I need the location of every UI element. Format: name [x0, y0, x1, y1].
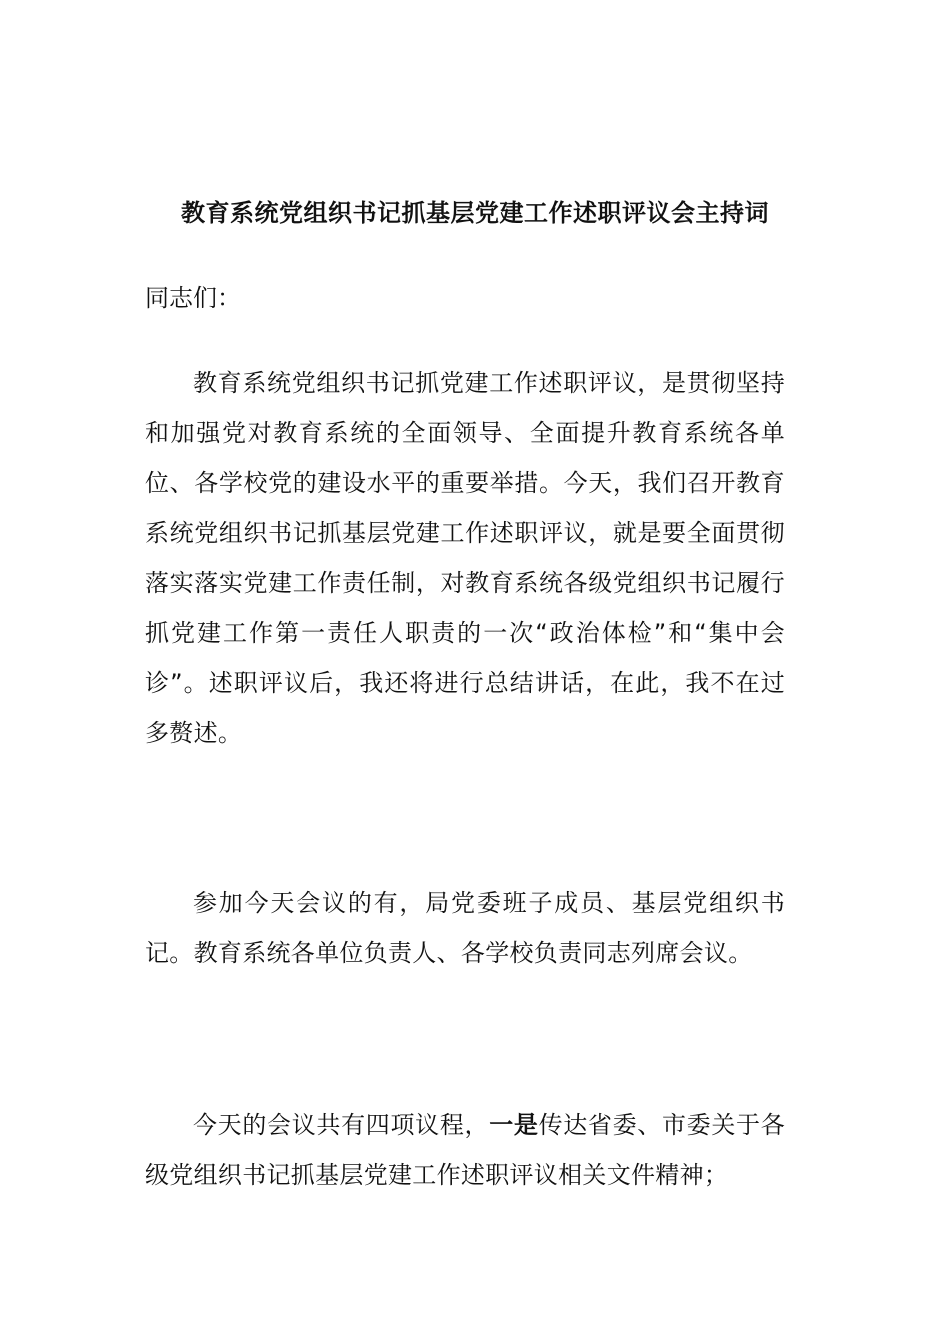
paragraph-3-lead: 今天的会议共有四项议程，	[193, 1111, 490, 1139]
paragraph-3-body: 传达省委、市委关于各级党组织书记抓基层党建工作述职评议相关文件精神；	[145, 1111, 785, 1189]
salutation: 同志们：	[145, 284, 241, 312]
paragraph-3	[145, 1100, 785, 1200]
paragraph-2: 参加今天会议的有，局党委班子成员、基层党组织书记。教育系统各单位负责人、各学校负责同志列席会议。	[145, 889, 785, 967]
paragraph-1: 教育系统党组织书记抓党建工作述职评议，是贯彻坚持和加强党对教育系统的全面领导、全面提升教育系统各单位、各学校党的建设水平的重要举措。今天，我们召开教育系统党组织书记抓基层党建工作述职评议，就是要全面贯彻落实落实党建工作责任制，对教育系统各级党组织书记履行抓党建工作第一责任人职责的一次“政治体检”和“集中会诊”。述职评议后，我还将进行总结讲话，在此，我不在过多赘述。	[145, 369, 785, 747]
document-title: 教育系统党组织书记抓基层党建工作述职评议会主持词	[181, 199, 769, 227]
paragraph-3-emphasis: 一是	[489, 1111, 539, 1139]
